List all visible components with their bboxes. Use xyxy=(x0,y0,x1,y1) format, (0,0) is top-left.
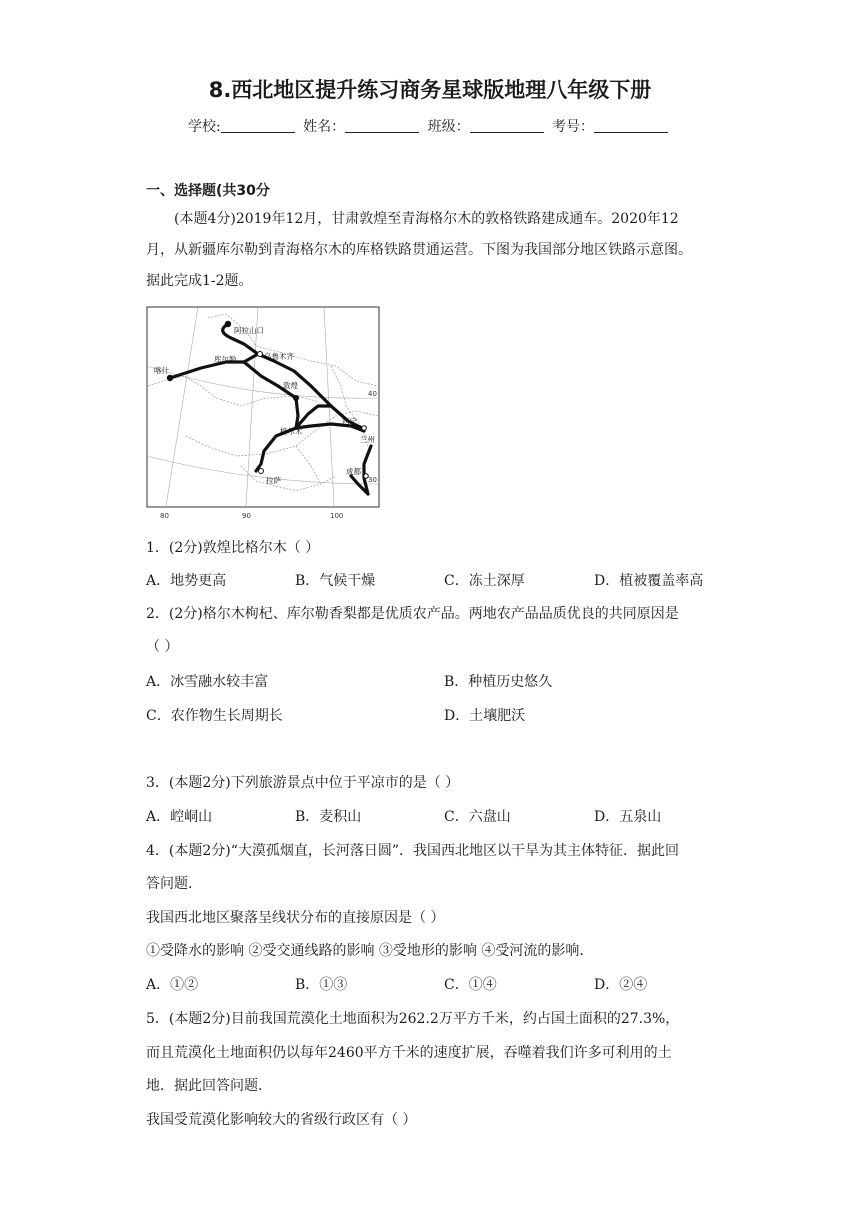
city-label-korla: 库尔勒 xyxy=(214,355,237,364)
school-blank[interactable] xyxy=(221,118,295,133)
question-1-option-a[interactable]: A．地势更高 xyxy=(146,573,227,589)
lon-label-90: 90 xyxy=(242,512,251,520)
question-4-stem: 4．(本题2分)“大漠孤烟直，长河落日圆”．我国西北地区以干旱为其主体特征．据此回 xyxy=(146,843,680,859)
question-1-option-d[interactable]: D．植被覆盖率高 xyxy=(594,573,704,589)
city-label-xining: 西宁 xyxy=(342,417,357,426)
question-2-option-b[interactable]: B．种植历史悠久 xyxy=(444,674,553,690)
city-label-dunhuang: 敦煌 xyxy=(283,381,298,390)
intro-line-2: 月，从新疆库尔勒到青海格尔木的库格铁路贯通运营。下图为我国部分地区铁路示意图。 xyxy=(146,242,692,258)
question-1-option-b[interactable]: B．气候干燥 xyxy=(295,573,376,589)
question-4-option-c[interactable]: C．①④ xyxy=(444,977,497,993)
lon-label-80: 80 xyxy=(160,512,169,520)
question-5-stem-cont: 而且荒漠化土地面积仍以每年2460平方千米的速度扩展，吞噬着我们许多可利用的土 xyxy=(146,1045,672,1061)
lat-label-40: 40 xyxy=(368,390,377,398)
question-4-stem-cont: 答问题． xyxy=(146,876,202,892)
class-label: 班级： xyxy=(427,119,470,135)
question-4-option-b[interactable]: B．①③ xyxy=(295,977,348,993)
student-info-line xyxy=(0,116,860,136)
city-label-lhasa: 拉萨 xyxy=(266,476,281,485)
question-3-option-a[interactable]: A．崆峒山 xyxy=(146,809,213,825)
intro-line-1: (本题4分)2019年12月，甘肃敦煌至青海格尔木的敦格铁路建成通车。2020年12 xyxy=(174,211,679,227)
question-2-stem: 2．(2分)格尔木枸杞、库尔勒香梨都是优质农产品。两地农产品品质优良的共同原因是 xyxy=(146,606,679,622)
lon-label-100: 100 xyxy=(330,512,344,520)
question-2-option-a[interactable]: A．冰雪融水较丰富 xyxy=(146,674,269,690)
question-3-option-d[interactable]: D．五泉山 xyxy=(594,809,662,825)
question-1-option-c[interactable]: C．冻土深厚 xyxy=(444,573,525,589)
question-4-option-a[interactable]: A．①② xyxy=(146,977,199,993)
city-label-alashankou: 阿拉山口 xyxy=(234,326,264,335)
question-3-stem: 3．(本题2分)下列旅游景点中位于平凉市的是（ ） xyxy=(146,775,460,791)
city-label-chengdu: 成都 xyxy=(346,467,361,476)
question-4-sub: 我国西北地区聚落呈线状分布的直接原因是（ ） xyxy=(146,910,445,926)
city-label-kashgar: 喀什 xyxy=(154,366,169,375)
question-2-stem-cont: （ ） xyxy=(146,639,179,655)
question-2-option-d[interactable]: D．土壤肥沃 xyxy=(444,708,526,724)
exam-no-blank[interactable] xyxy=(594,118,668,133)
class-blank[interactable] xyxy=(470,118,544,133)
question-4-option-d[interactable]: D．②④ xyxy=(594,977,648,993)
name-blank[interactable] xyxy=(345,118,419,133)
name-label: 姓名： xyxy=(303,119,346,135)
section-title: 一、选择题(共30分 xyxy=(146,183,270,199)
city-label-golmud: 格尔木 xyxy=(280,427,303,436)
question-4-choices: ①受降水的影响 ②受交通线路的影响 ③受地形的影响 ④受河流的影响． xyxy=(146,943,594,959)
question-5-stem-cont-2: 地．据此回答问题． xyxy=(146,1078,272,1094)
lat-label-30: 30 xyxy=(368,476,377,484)
exam-no-label: 考号： xyxy=(552,119,595,135)
railway-map xyxy=(146,306,380,520)
city-label-lanzhou: 兰州 xyxy=(360,435,375,444)
question-1-stem: 1．(2分)敦煌比格尔木（ ） xyxy=(146,540,320,556)
page-title: 8.西北地区提升练习商务星球版地理八年级下册 xyxy=(208,78,652,102)
school-label: 学校: xyxy=(187,119,221,135)
question-5-stem: 5．(本题2分)目前我国荒漠化土地面积为262.2万平方千米，约占国土面积的27.3%， xyxy=(146,1011,680,1027)
intro-line-3: 据此完成1-2题。 xyxy=(146,273,253,289)
question-3-option-c[interactable]: C．六盘山 xyxy=(444,809,511,825)
question-5-sub: 我国受荒漠化影响较大的省级行政区有（ ） xyxy=(146,1112,417,1128)
city-label-urumqi: 乌鲁木齐 xyxy=(264,352,294,361)
question-2-option-c[interactable]: C．农作物生长周期长 xyxy=(146,708,283,724)
question-3-option-b[interactable]: B．麦积山 xyxy=(295,809,362,825)
